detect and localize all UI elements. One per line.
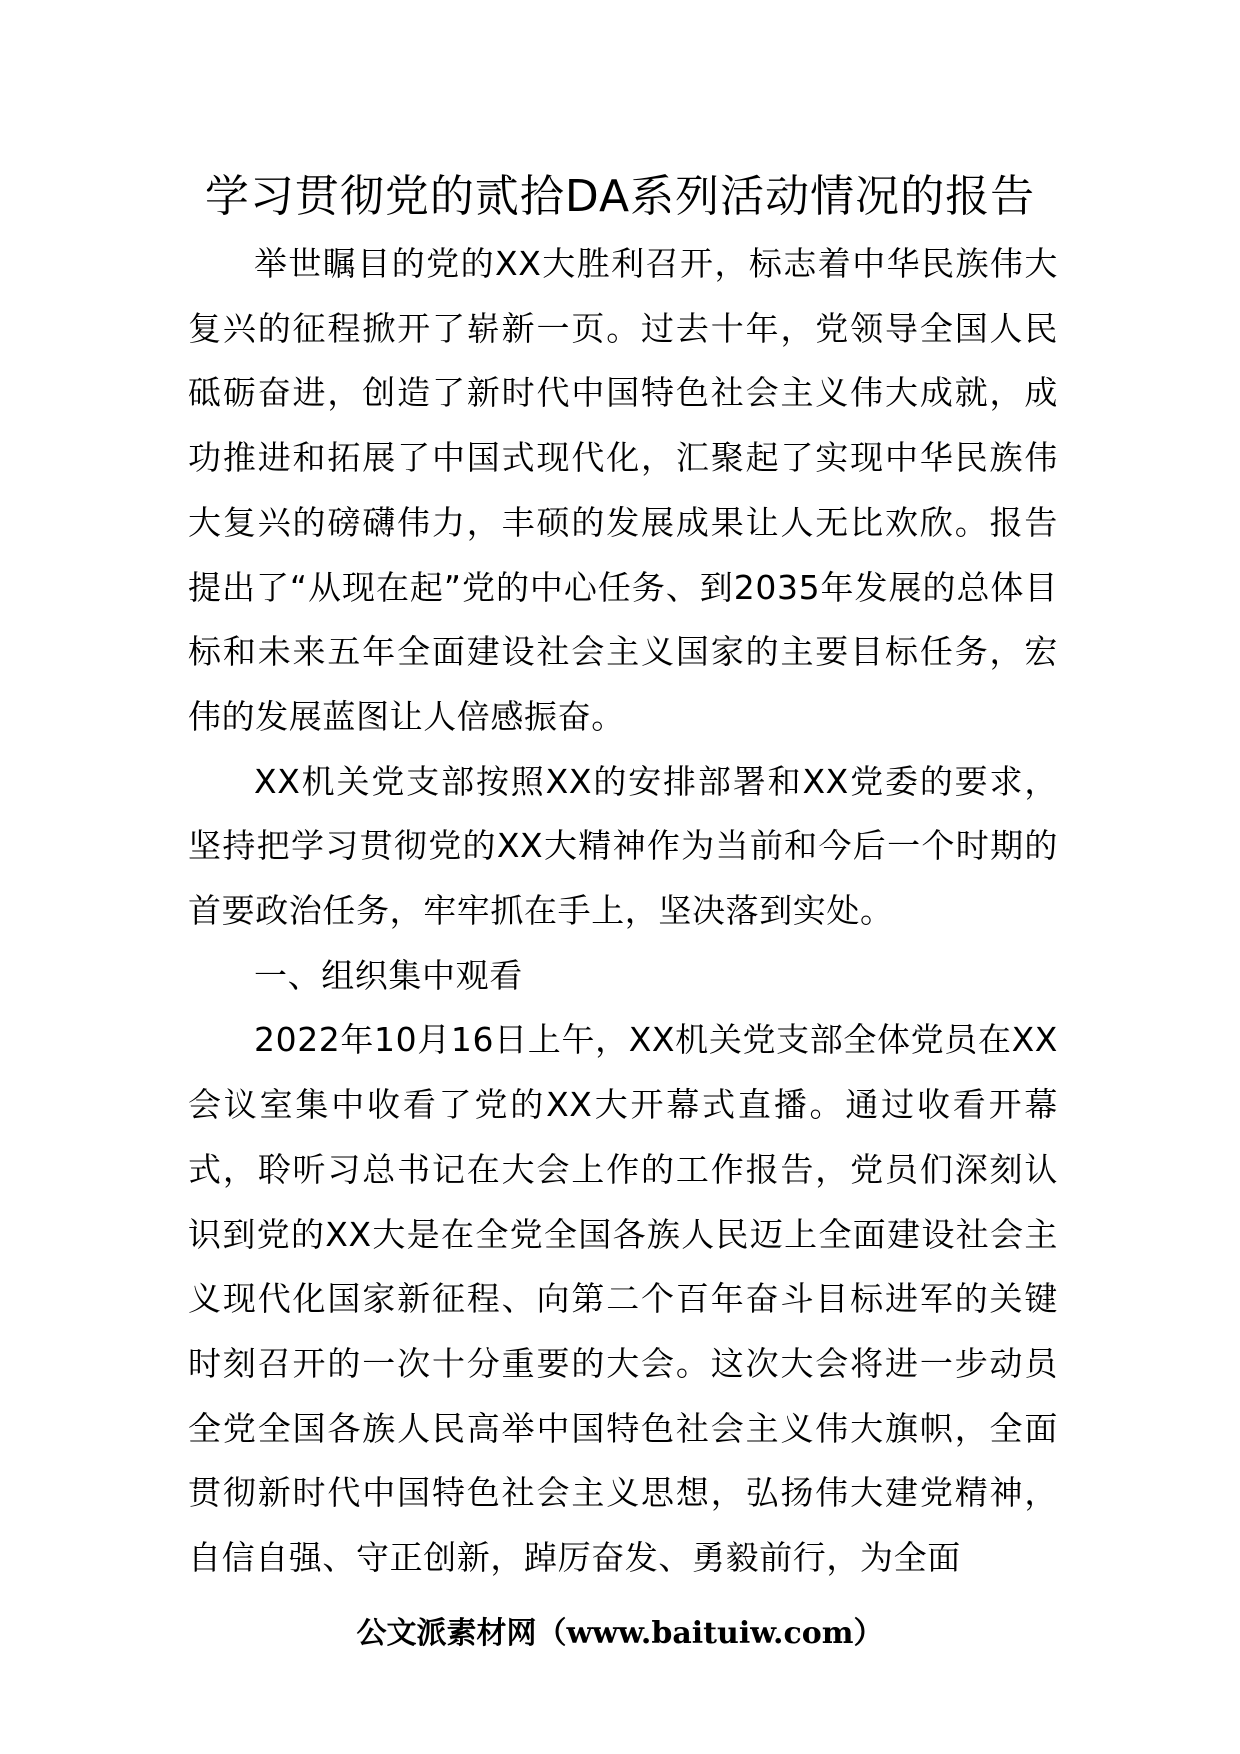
- document-title: 学习贯彻党的贰拾DA系列活动情况的报告: [204, 171, 1036, 222]
- paragraph-collective-viewing: 2022年10月16日上午，XX机关党支部全体党员在XX会议室集中收看了党的XX大开幕式直播。通过收看开幕式，聆听习总书记在大会上作的工作报告，党员们深刻认识到党的XX大是在全党全国各族人民迈上全面建设社会主义现代化国家新征程、向第二个百年奋斗目标进军的关键时刻召开的一次十分重要的大会。这次大会将进一步动员全党全国各族人民高举中国特色社会主义伟大旗帜，全面贯彻新时代中国特色社会主义思想，弘扬伟大建党精神，自信自强、守正创新，踔厉奋发、勇毅前行，为全面: [188, 1020, 1058, 1578]
- paragraph-intro: 举世瞩目的党的XX大胜利召开，标志着中华民族伟大复兴的征程掀开了崭新一页。过去十年，党领导全国人民砥砺奋进，创造了新时代中国特色社会主义伟大成就，成功推进和拓展了中国式现代化，汇聚起了实现中华民族伟大复兴的磅礴伟力，丰硕的发展成果让人无比欢欣。报告提出了“从现在起”党的中心任务、到2035年发展的总体目标和未来五年全面建设社会主义国家的主要目标任务，宏伟的发展蓝图让人倍感振奋。: [188, 244, 1058, 736]
- paragraph-branch-arrangement: XX机关党支部按照XX的安排部署和XX党委的要求，坚持把学习贯彻党的XX大精神作为当前和今后一个时期的首要政治任务，牢牢抓在手上，坚决落到实处。: [188, 761, 1058, 931]
- footer-watermark: 公文派素材网（www.baituiw.com）: [356, 1616, 884, 1651]
- section-heading-1: 一、组织集中观看: [254, 955, 523, 995]
- document-body: [188, 232, 1058, 1591]
